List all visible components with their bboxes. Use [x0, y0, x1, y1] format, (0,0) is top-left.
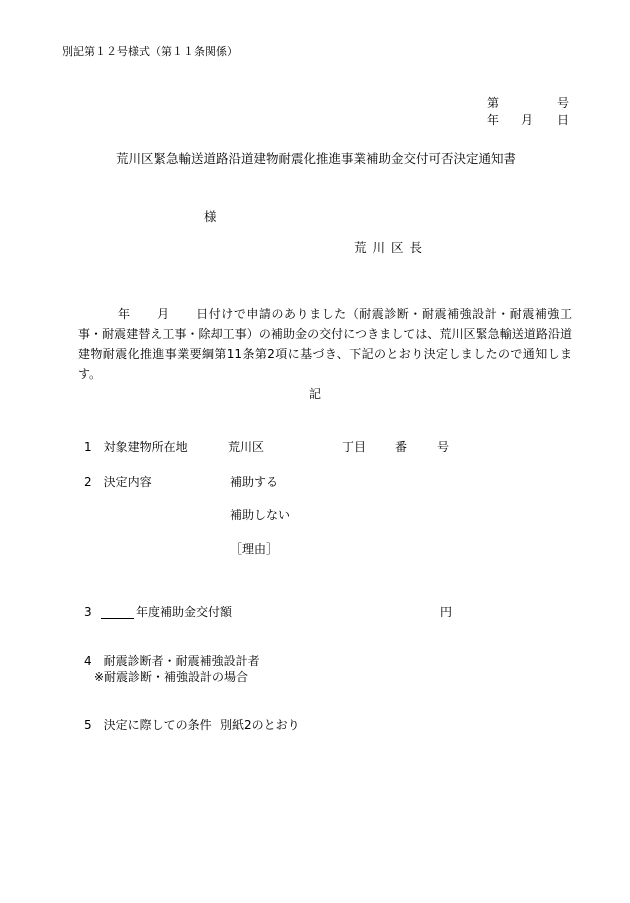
date-year: 年	[487, 113, 500, 127]
item3-label: 3	[84, 605, 92, 619]
item2-reason: ［理由］	[230, 542, 279, 556]
item3-unit: 円	[440, 605, 453, 619]
item2-label: 2 決定内容	[84, 475, 152, 489]
number-prefix: 第	[487, 96, 500, 110]
item1-ban: 番	[395, 440, 408, 454]
item2-option-grant: 補助する	[230, 475, 279, 489]
ki-heading: 記	[309, 387, 322, 401]
item5-label: 5 決定に際しての条件	[84, 718, 212, 732]
form-label: 別記第１２号様式（第１１条関係）	[62, 45, 238, 58]
item5-value: 別紙2のとおり	[220, 718, 300, 732]
item1-chome: 丁目	[342, 440, 367, 454]
item1-ward: 荒川区	[228, 440, 265, 454]
body-month: 月	[156, 307, 170, 321]
item2-option-no-grant: 補助しない	[230, 508, 291, 522]
item4-label: 4 耐震診断者・耐震補強設計者	[84, 654, 260, 668]
item3-year-blank	[101, 618, 134, 619]
body-year: 年	[118, 307, 131, 321]
body-text: 日付けで申請のありました（耐震診断・耐震補強設計・耐震補強工事・耐震建替え工事・除却工事）の補助金の交付につきましては、荒川区緊急輸送道路沿道建物耐震化推進事業要綱第11条第2項に基づき、下記のとおり決定しましたので通知します。	[78, 307, 572, 381]
document-title: 荒川区緊急輸送道路沿道建物耐震化推進事業補助金交付可否決定通知書	[116, 151, 517, 166]
sender-name: 荒川区長	[354, 240, 429, 255]
body-paragraph	[78, 304, 572, 384]
item1-label: 1 対象建物所在地	[84, 440, 188, 454]
item3-text: 年度補助金交付額	[136, 605, 233, 619]
date-month: 月	[521, 113, 534, 127]
item4-note: ※耐震診断・補強設計の場合	[94, 670, 249, 684]
number-suffix: 号	[557, 96, 570, 110]
addressee-suffix: 様	[204, 209, 217, 224]
date-day: 日	[557, 113, 570, 127]
item1-go: 号	[437, 440, 450, 454]
